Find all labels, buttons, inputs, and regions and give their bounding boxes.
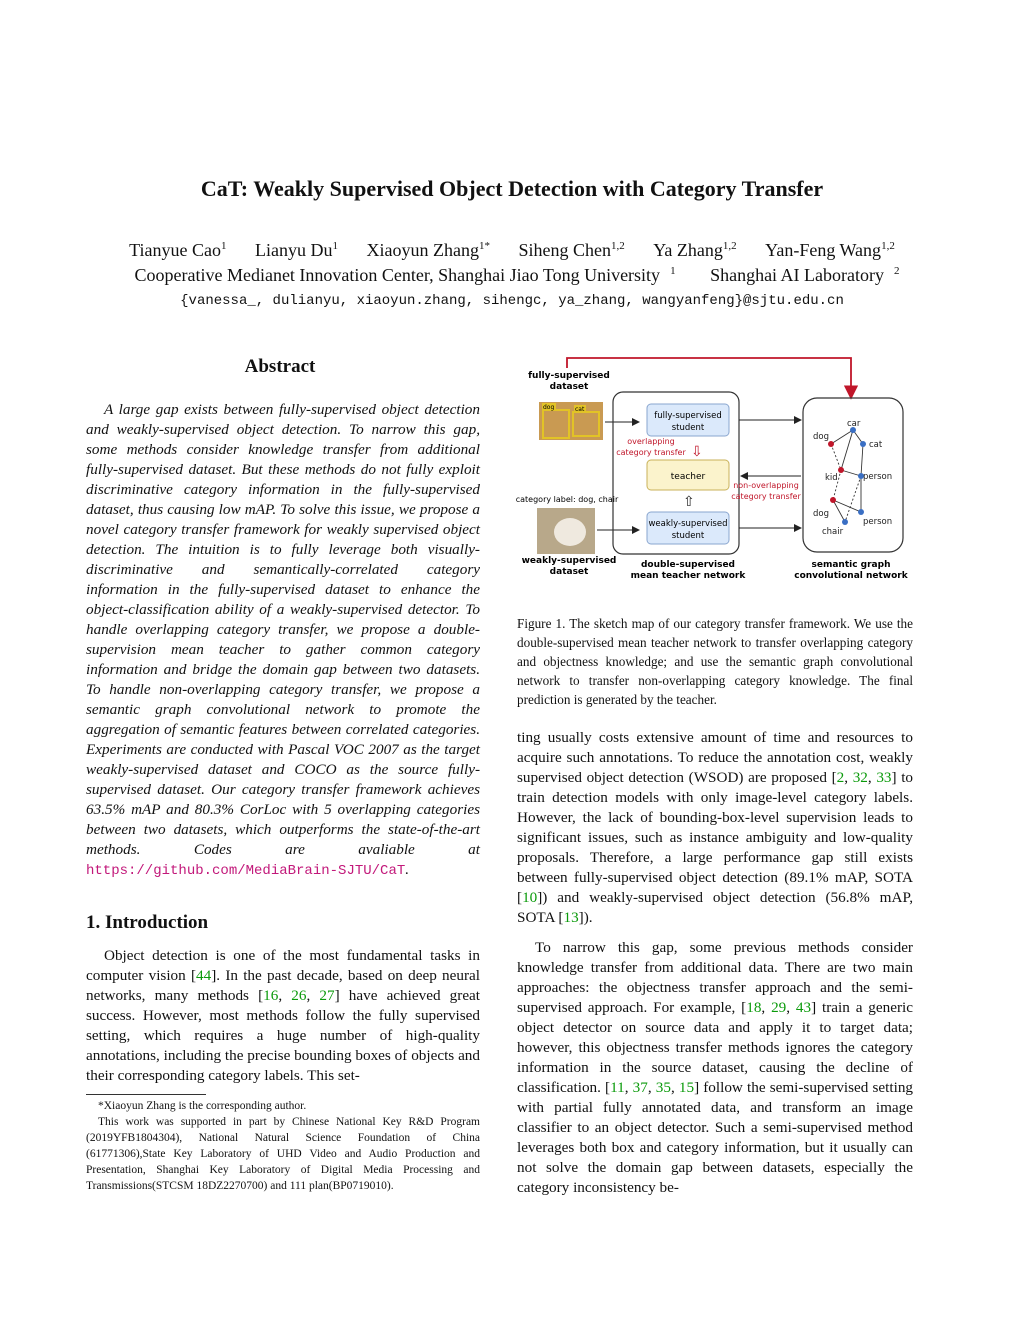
footnote-corresponding: *Xiaoyun Zhang is the corresponding author. [98,1100,307,1112]
category-label-text: category label: dog, chair [515,495,619,504]
tag-dog: dog [543,404,555,411]
affiliation: Cooperative Medianet Innovation Center, Shanghai Jiao Tong University $^1$ [134,265,676,285]
section-heading-introduction: 1. Introduction [86,912,209,933]
affiliation: Shanghai AI Laboratory $^2$ [710,265,900,285]
figure-1-caption: Figure 1. The sketch map of our category transfer framework. We use the double-supervised mean teacher network to transfer overlapping category and objectness knowledge; and use the semantic graph convolutional network to transfer non-overlapping category knowledge. The final prediction is generated by the teacher. [517,616,913,707]
code-link[interactable]: https://github.com/MediaBrain-SJTU/CaT [86,863,406,879]
node-person-2 [858,509,864,515]
footnotes [86,1098,480,1194]
citation-link[interactable]: 11 [610,1079,625,1096]
citation-link[interactable]: 26 [291,987,307,1004]
citation-link[interactable]: 35 [655,1079,671,1096]
footnote-funding: This work was supported in part by Chinese National Key R&D Program (2019YFB1804304), National Natural Science Foundation of China (61771306),State Key Laboratory of UHD Video and Audio Production and Presentation, Shanghai Key Laboratory of Digital Media Processing and Transmissions(STCSM 18DZ2270700) and 111 plan(BP0719010). [86,1116,480,1192]
node-cat [860,441,866,447]
author: Xiaoyun Zhang$^{1*}$ [366,240,490,260]
abstract-body: A large gap exists between fully-supervised object detection and weakly-supervised object detection. To narrow this gap, some methods consider knowledge transfer from additional fully-supervised dataset. But these methods do not fully exploit discriminative category information in the fully-supervised dataset, thus causing low mAP. To solve this issue, we propose a novel category transfer framework for weakly supervised object detection. The intuition is to fully leverage both visually-discriminative and semantically-correlated category information in the fully-supervised dataset to enhance the object-classification ability of a weakly-supervised detector. To handle overlapping category transfer, we propose a double-supervision mean teacher to gather common category information and bridge the domain gap between two datasets. To handle non-overlapping category transfer, we propose a semantic graph convolutional network to promote the aggregation of semantic features between correlated categories. Experiments are conducted with Pascal VOC 2007 as the target weakly-supervised dataset and COCO as the source fully-supervised dataset. Our category transfer framework achieves 63.5% mAP and 80.3% CorLoc with 5 overlapping categories between two datasets, which outperforms the state-of-the-art methods. Codes are avaliable at https://github.com/MediaBrain-SJTU/CaT. [86,401,480,879]
paper-title: CaT: Weakly Supervised Object Detection with Category Transfer [200,176,824,201]
footnote-rule [86,1094,206,1095]
author: Lianyu Du$^1$ [255,240,338,260]
label-person: person [863,472,893,482]
citation-link[interactable]: 15 [678,1079,695,1096]
node-dog-2 [830,497,836,503]
citation-link[interactable]: 44 [196,967,212,984]
author: Tianyue Cao$^1$ [129,240,227,260]
intro-paragraph-2: To narrow this gap, some previous methods consider knowledge transfer from additional data. There are two main approaches: the objectness transfer approach and the semi-supervised approach. For example, [18, 29, 43] train a generic object detector on source data and apply it to target data; however, this objectness transfer methods ignores the category information in the source dataset, causing the decline of classification. [11, 37, 35, 15] follow the semi-supervised setting with partial fully annotated data, and transform an image classifier to an object detector. Such a semi-supervised method leverages both box and category information, but it usually can not solve the domain gap between datasets, especially the category inconsistency be- [517,939,914,1196]
label-semantic-graph: semantic graph [811,560,891,570]
label-fully-supervised-dataset: fully-supervised [528,371,610,381]
citation-link[interactable]: 16 [263,987,279,1004]
label-kid: kid [825,473,838,483]
citation-link[interactable]: 37 [632,1079,648,1096]
ws-student-label-2: student [671,531,705,541]
fs-student-label: fully-supervised [654,411,722,421]
label-fully-supervised-dataset-2: dataset [549,382,589,392]
overlap-label: overlapping [627,437,675,446]
intro-paragraph: Object detection is one of the most fundamental tasks in computer vision [44]. In the past decade, based on deep neural networks, many methods [16, 26, 27] have achieved great success. However, most methods follow the fully supervised setting, which requires a huge number of high-quality annotations, including the precise bounding boxes of objects and their corresponding category labels. This set- [86,947,481,1084]
author-emails: {vanessa_, dulianyu, xiaoyun.zhang, sihengc, ya_zhang, wangyanfeng}@sjtu.edu.cn [180,293,844,309]
node-chair [842,519,848,525]
intro-paragraph-continued: ting usually costs extensive amount of time and resources to acquire such annotations. To reduce the annotation cost, weakly supervised object detection (WSOD) are proposed [2, 32, 33] to train detection models with only image-level category labels. However, the lack of bounding-box-level supervision leads to significant issues, such as instance ambiguity and low-quality proposals. Therefore, a large performance gap still exists between fully-supervised object detection (89.1% mAP, SOTA [10]) and weakly-supervised object detection (56.8% mAP, SOTA [13]). [517,729,914,926]
ws-student-label: weakly-supervised [648,519,728,529]
label-mean-teacher-network: mean teacher network [630,571,746,581]
label-weakly-supervised-dataset-2: dataset [549,567,589,577]
up-arrow-icon: ⇧ [683,495,695,510]
citation-link[interactable]: 18 [746,999,762,1016]
label-dog-2: dog [813,509,829,519]
citation-link[interactable]: 43 [795,999,812,1016]
label-gcn: convolutional network [794,571,908,581]
author: Siheng Chen$^{1,2}$ [518,240,625,260]
tag-cat: cat [575,406,585,413]
citation-link[interactable]: 10 [522,889,538,906]
label-dog: dog [813,432,829,442]
nonoverlap-label-2: category transfer [731,492,801,501]
label-person-2: person [863,517,893,527]
author: Yan-Feng Wang$^{1,2}$ [765,240,895,260]
abstract-heading: Abstract [244,356,316,377]
citation-link[interactable]: 2 [836,769,845,786]
label-weakly-supervised-dataset: weakly-supervised [521,556,617,566]
citation-link[interactable]: 33 [876,769,892,786]
node-kid [838,467,844,473]
nonoverlap-label: non-overlapping [733,481,799,490]
label-cat: cat [869,440,883,450]
overlap-label-2: category transfer [616,448,686,457]
label-double-supervised: double-supervised [640,560,736,570]
author: Ya Zhang$^{1,2}$ [653,240,737,260]
author-list [0,240,1024,261]
affiliations [0,265,1024,286]
intro-right-column [517,728,913,1208]
teacher-label: teacher [670,472,706,482]
label-chair: chair [822,527,844,537]
citation-link[interactable]: 27 [319,987,335,1004]
down-arrow-icon: ⇩ [691,445,703,460]
figure-1-diagram [515,354,915,590]
fs-student-label-2: student [671,423,705,433]
citation-link[interactable]: 29 [771,999,787,1016]
citation-link[interactable]: 32 [852,769,868,786]
citation-link[interactable]: 13 [563,909,579,926]
label-car: car [847,419,861,429]
